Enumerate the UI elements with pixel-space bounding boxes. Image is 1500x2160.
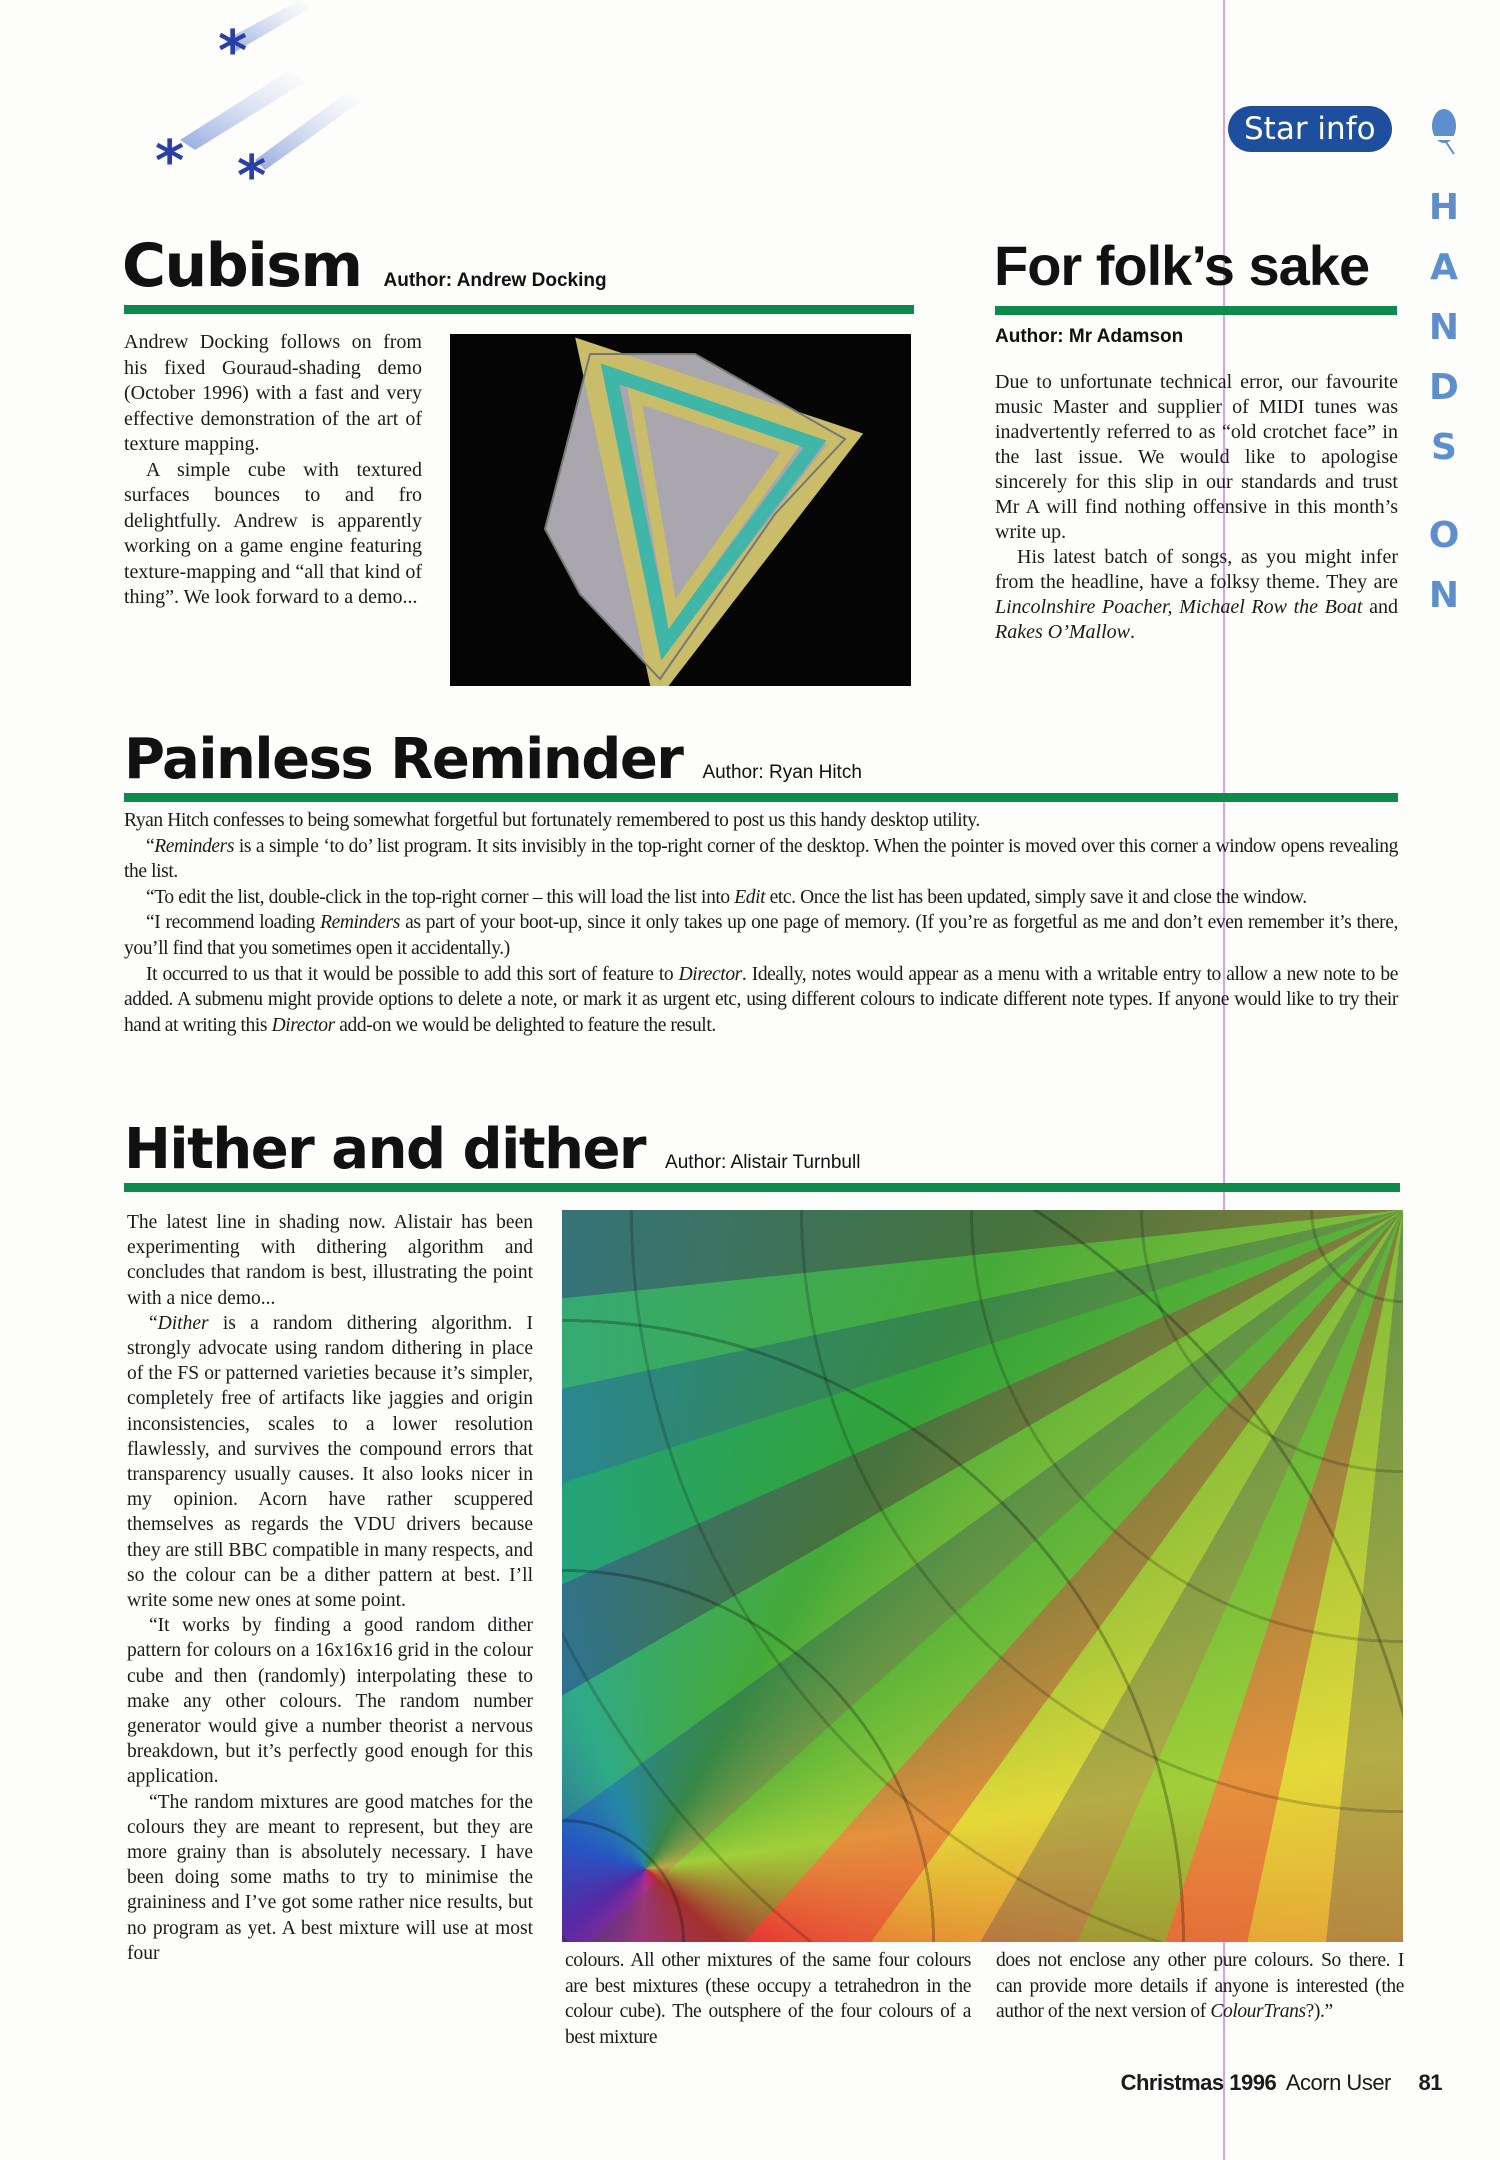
- section-rule: [124, 1183, 1400, 1192]
- section-letter: H: [1428, 187, 1460, 228]
- paragraph: His latest batch of songs, as you might infer from the headline, have a folksy theme. They are Lincolnshire Poacher, Michael Row the Boat and Rakes O’Mallow.: [995, 546, 1398, 643]
- section-rule: [995, 306, 1397, 315]
- paragraph: “Dither is a random dithering algorithm. I strongly advocate using random dithering in place of the FS or patterned varieties because it’s simpler, completely free of artifacts like jaggies and origin inconsistencies, scales to a lower resolution flawlessly, and survives the compound errors that transparency usually causes. It also looks nicer in my opinion. Acorn have rather scuppered themselves as regards the VDU drivers because they are still BBC compatible in many respects, and so the colour can be a dither pattern at best. I’ll write some new ones at some point.: [127, 1312, 533, 1612]
- section-letter: D: [1429, 367, 1459, 408]
- song-title: Michael Row the Boat: [1179, 596, 1363, 618]
- song-title: Rakes O’Mallow: [995, 621, 1130, 643]
- folk-title: For folk’s sake: [994, 234, 1370, 297]
- svg-text:*: *: [218, 19, 248, 84]
- page-footer: [1121, 2070, 1442, 2096]
- cubism-body: [124, 330, 422, 611]
- song-title: Lincolnshire Poacher,: [995, 596, 1173, 618]
- hands-on-section-label: [1422, 178, 1466, 626]
- acorn-logo-icon: [1428, 106, 1460, 161]
- section-rule: [124, 793, 1398, 802]
- paragraph: “To edit the list, double-click in the top-right corner – this will load the list into Edit etc. Once the list has been updated, simply save it and close the window.: [146, 886, 1307, 908]
- paragraph: “I recommend loading Reminders as part of your boot-up, since it only takes up one page of memory. (If you’re as forgetful as me and don’t even remember it’s there, you’ll find that you sometimes open it accidentally.): [124, 912, 1398, 959]
- paragraph: A simple cube with textured surfaces bounces to and fro delightfully. Andrew is apparently working on a game engine featuring texture-mapping and “all that kind of thing”. We look forward to a demo...: [124, 458, 422, 608]
- paragraph: Andrew Docking follows on from his fixed Gouraud-shading demo (October 1996) with a fast and very effective demonstration of the art of texture mapping.: [124, 331, 422, 455]
- paragraph: Due to unfortunate technical error, our favourite music Master and supplier of MIDI tunes was inadvertently referred to as “old crotchet face” in the last issue. We would like to apologise sincerely for this slip in our standards and trust Mr A will find nothing offensive in this month’s write up.: [995, 371, 1398, 543]
- paragraph: The latest line in shading now. Alistair has been experimenting with dithering algorithm and concludes that random is best, illustrating the point with a nice demo...: [127, 1212, 533, 1309]
- magazine-name: Acorn User: [1285, 2070, 1391, 2095]
- folk-body: [995, 370, 1398, 645]
- article-author: Author: Ryan Hitch: [702, 762, 862, 783]
- page-number: 81: [1418, 2070, 1442, 2095]
- section-letter: S: [1431, 427, 1457, 468]
- section-letter: O: [1428, 515, 1460, 556]
- stars-decoration: [140, 0, 370, 200]
- star-info-badge: Star info: [1228, 106, 1392, 152]
- section-letter: N: [1428, 307, 1460, 348]
- section-rule: [124, 305, 914, 314]
- svg-text:*: *: [237, 144, 267, 200]
- section-letter: N: [1428, 575, 1460, 616]
- paragraph: colours. All other mixtures of the same four colours are best mixtures (these occupy a tetrahedron in the colour cube). The outsphere of the four colours of a best mixture: [565, 1950, 971, 2048]
- dither-body-col1: [127, 1210, 533, 1966]
- dither-pattern-overlay: [562, 1210, 1403, 1942]
- paragraph: does not enclose any other pure colours. So there. I can provide more details if anyone is interested (the author of the next version of ColourTrans?).”: [996, 1950, 1404, 2023]
- article-author: Author: Andrew Docking: [383, 270, 607, 291]
- svg-text:*: *: [155, 129, 185, 194]
- paragraph: “It works by finding a good random dither pattern for colours on a 16x16x16 grid in the colour cube and then (randomly) interpolating these to make any other colours. The random number generator would give a number theorist a nervous breakdown, but it’s perfectly good enough for this application.: [127, 1615, 533, 1788]
- section-letter: A: [1430, 247, 1458, 288]
- dither-demo-screenshot: [562, 1210, 1403, 1942]
- paragraph: It occurred to us that it would be possible to add this sort of feature to Director. Ideally, notes would appear as a menu with a writable entry to allow a new note to be added. A submenu might provide options to delete a note, or mark it as urgent etc, using different colours to indicate different note types. If anyone would like to try their hand at writing this Director add-on we would be delighted to feature the result.: [124, 963, 1398, 1036]
- paragraph: “Reminders is a simple ‘to do’ list program. It sits invisibly in the top-right corner of the desktop. When the pointer is moved over this corner a window opens revealing the list.: [124, 835, 1398, 883]
- paragraph: Ryan Hitch confesses to being somewhat forgetful but fortunately remembered to post us this handy desktop utility.: [124, 810, 980, 831]
- cube-screenshot: [450, 334, 911, 686]
- article-title: Hither and dither: [124, 1117, 646, 1182]
- article-title: Painless Reminder: [124, 727, 683, 792]
- dither-body-col3: [996, 1948, 1404, 2025]
- article-author: Author: Alistair Turnbull: [665, 1152, 861, 1173]
- article-title: Cubism: [122, 231, 362, 301]
- folk-author: Author: Mr Adamson: [995, 326, 1184, 347]
- cubism-heading: [122, 231, 607, 301]
- issue-date: Christmas 1996: [1120, 2070, 1277, 2095]
- painless-body: [124, 808, 1398, 1038]
- dither-body-col2: [565, 1948, 971, 2050]
- painless-heading: [124, 727, 862, 792]
- dither-heading: [124, 1117, 861, 1182]
- paragraph: “The random mixtures are good matches for the colours they are meant to represent, but they are more grainy than is absolutely necessary. I have been doing some maths to try to minimise the graininess and I’ve got some rather nice results, but no program as yet. A best mixture will use at most four: [127, 1791, 533, 1964]
